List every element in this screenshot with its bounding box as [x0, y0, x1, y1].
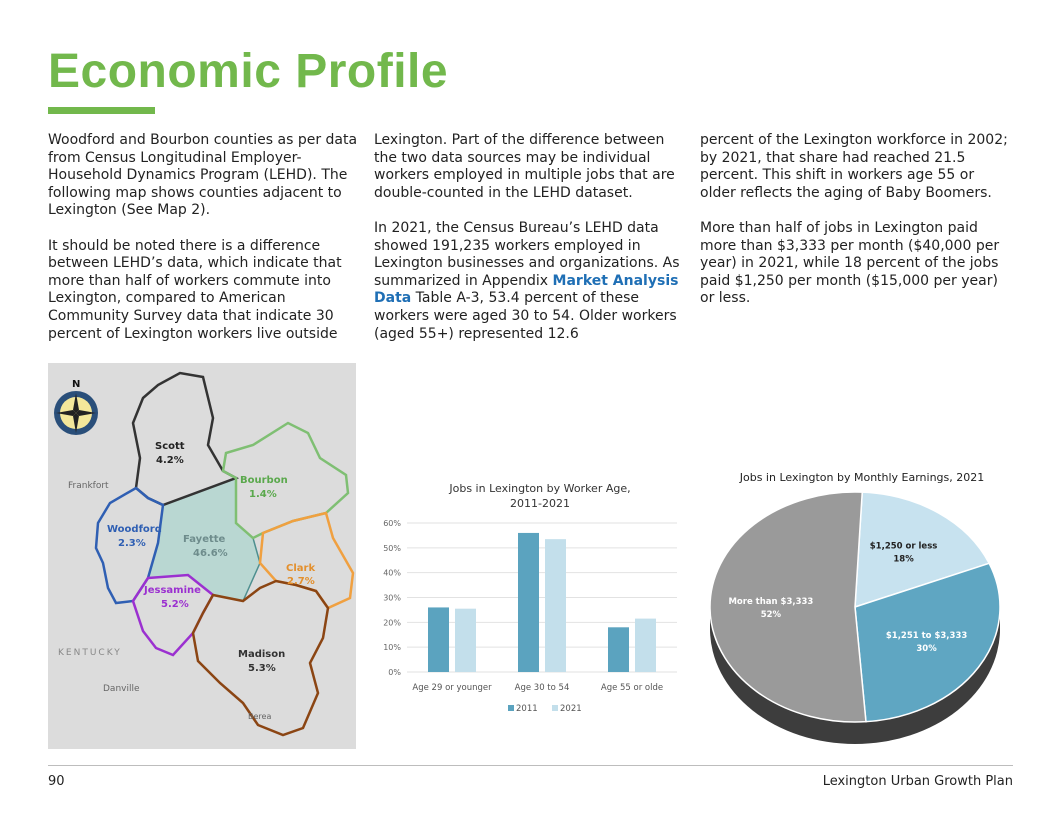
y-tick-label: 0%	[388, 668, 401, 677]
bourbon-pct: 1.4%	[249, 489, 277, 500]
pie-slice-label: $1,250 or less	[869, 541, 938, 552]
paragraph-text: In 2021, the Census Bureau’s LEHD data showed 191,235 workers employed in Lexington businesses and organizations. As summarized in Appendix	[374, 219, 680, 289]
bourbon-label: Bourbon	[240, 475, 288, 486]
pie-slice-value: 52%	[760, 609, 782, 620]
y-tick-label: 50%	[383, 543, 401, 553]
madison-label: Madison	[238, 649, 286, 660]
clark-pct: 2.7%	[287, 576, 315, 587]
y-tick-label: 60%	[383, 519, 401, 528]
woodford-pct: 2.3%	[118, 538, 146, 549]
footer-divider	[48, 765, 1013, 766]
x-tick-label: Age 55 or olde	[600, 683, 664, 693]
madison-pct: 5.3%	[248, 663, 276, 674]
danville-label: Danville	[103, 684, 140, 694]
text-column-3	[700, 132, 1012, 326]
pie-slice-label: $1,251 to $3,333	[885, 631, 968, 642]
kentucky-label: KENTUCKY	[58, 648, 122, 658]
bar-2021-1	[455, 609, 476, 672]
bar-chart-title-line2: 2011-2021	[510, 497, 570, 510]
paragraph: Lexington. Part of the difference between the two data sources may be individual workers employed in multiple jobs that are double-counted in the LEHD dataset.	[374, 132, 675, 201]
jessamine-pct: 5.2%	[161, 599, 189, 610]
text-column-1	[48, 132, 360, 361]
bar-2021-3	[635, 619, 656, 672]
scott-pct: 4.2%	[156, 455, 184, 466]
market-analysis-link[interactable]: Market Analysis Data	[374, 272, 679, 307]
text-column-2	[374, 132, 686, 361]
fayette-label: Fayette	[183, 534, 226, 545]
pie-slice-value: 30%	[916, 644, 937, 655]
paragraph-text: Table A-3, 53.4 percent of these workers were aged 30 to 54. Older workers (aged 55+) represented 12.6	[374, 290, 677, 342]
legend-label: 2021	[560, 704, 582, 714]
y-tick-label: 30%	[383, 593, 401, 603]
north-label: N	[72, 379, 81, 390]
woodford-label: Woodford	[107, 524, 162, 535]
y-tick-label: 10%	[383, 643, 401, 653]
paragraph: It should be noted there is a difference between LEHD’s data, which indicate that more than half of workers commute into Lexington, compared to American Community Survey data that indicate 30 percent of Lexington workers live outside	[48, 237, 342, 342]
county-map	[48, 363, 356, 749]
jessamine-label: Jessamine	[144, 585, 201, 596]
paragraph: More than half of jobs in Lexington paid more than $3,333 per month ($40,000 per year) in 2021, while 18 percent of the jobs paid $1,250 per month ($15,000 per year) or less.	[700, 219, 1000, 307]
fayette-pct: 46.6%	[193, 548, 228, 559]
document-name: Lexington Urban Growth Plan	[822, 774, 1013, 789]
bar-2011-1	[428, 607, 449, 672]
berea-label: Berea	[248, 712, 272, 721]
pie-slice-label: More than $3,333	[728, 596, 814, 607]
bar-chart-title-line1: Jobs in Lexington by Worker Age,	[449, 482, 631, 495]
bar-2011-2	[518, 533, 539, 672]
y-tick-label: 20%	[383, 618, 401, 628]
monthly-earnings-pie-chart	[680, 462, 1020, 752]
paragraph: percent of the Lexington workforce in 2002; by 2021, that share had reached 21.5 percent. This shift in workers age 55 or older reflects the aging of Baby Boomers.	[700, 132, 1008, 201]
title-underline	[48, 107, 155, 114]
x-tick-label: Age 30 to 54	[514, 683, 570, 693]
scott-label: Scott	[155, 441, 185, 452]
legend-swatch	[552, 705, 558, 711]
bar-2021-2	[545, 539, 566, 672]
x-tick-label: Age 29 or younger	[412, 683, 492, 693]
worker-age-bar-chart	[372, 466, 682, 726]
bar-2011-3	[608, 627, 629, 672]
paragraph: Woodford and Bourbon counties as per data from Census Longitudinal Employer-Household Dynamics Program (LEHD). The following map shows counties adjacent to Lexington (See Map 2).	[48, 132, 358, 219]
y-tick-label: 40%	[383, 568, 401, 578]
pie-chart-title: Jobs in Lexington by Monthly Earnings, 2021	[739, 471, 985, 484]
legend-swatch	[508, 705, 514, 711]
paragraph	[374, 220, 686, 343]
page-title: Economic Profile	[48, 45, 449, 98]
legend-label: 2011	[516, 704, 538, 714]
frankfort-label: Frankfort	[68, 481, 109, 491]
page-number: 90	[48, 774, 65, 789]
clark-label: Clark	[286, 563, 316, 574]
pie-slice-value: 18%	[893, 554, 914, 565]
